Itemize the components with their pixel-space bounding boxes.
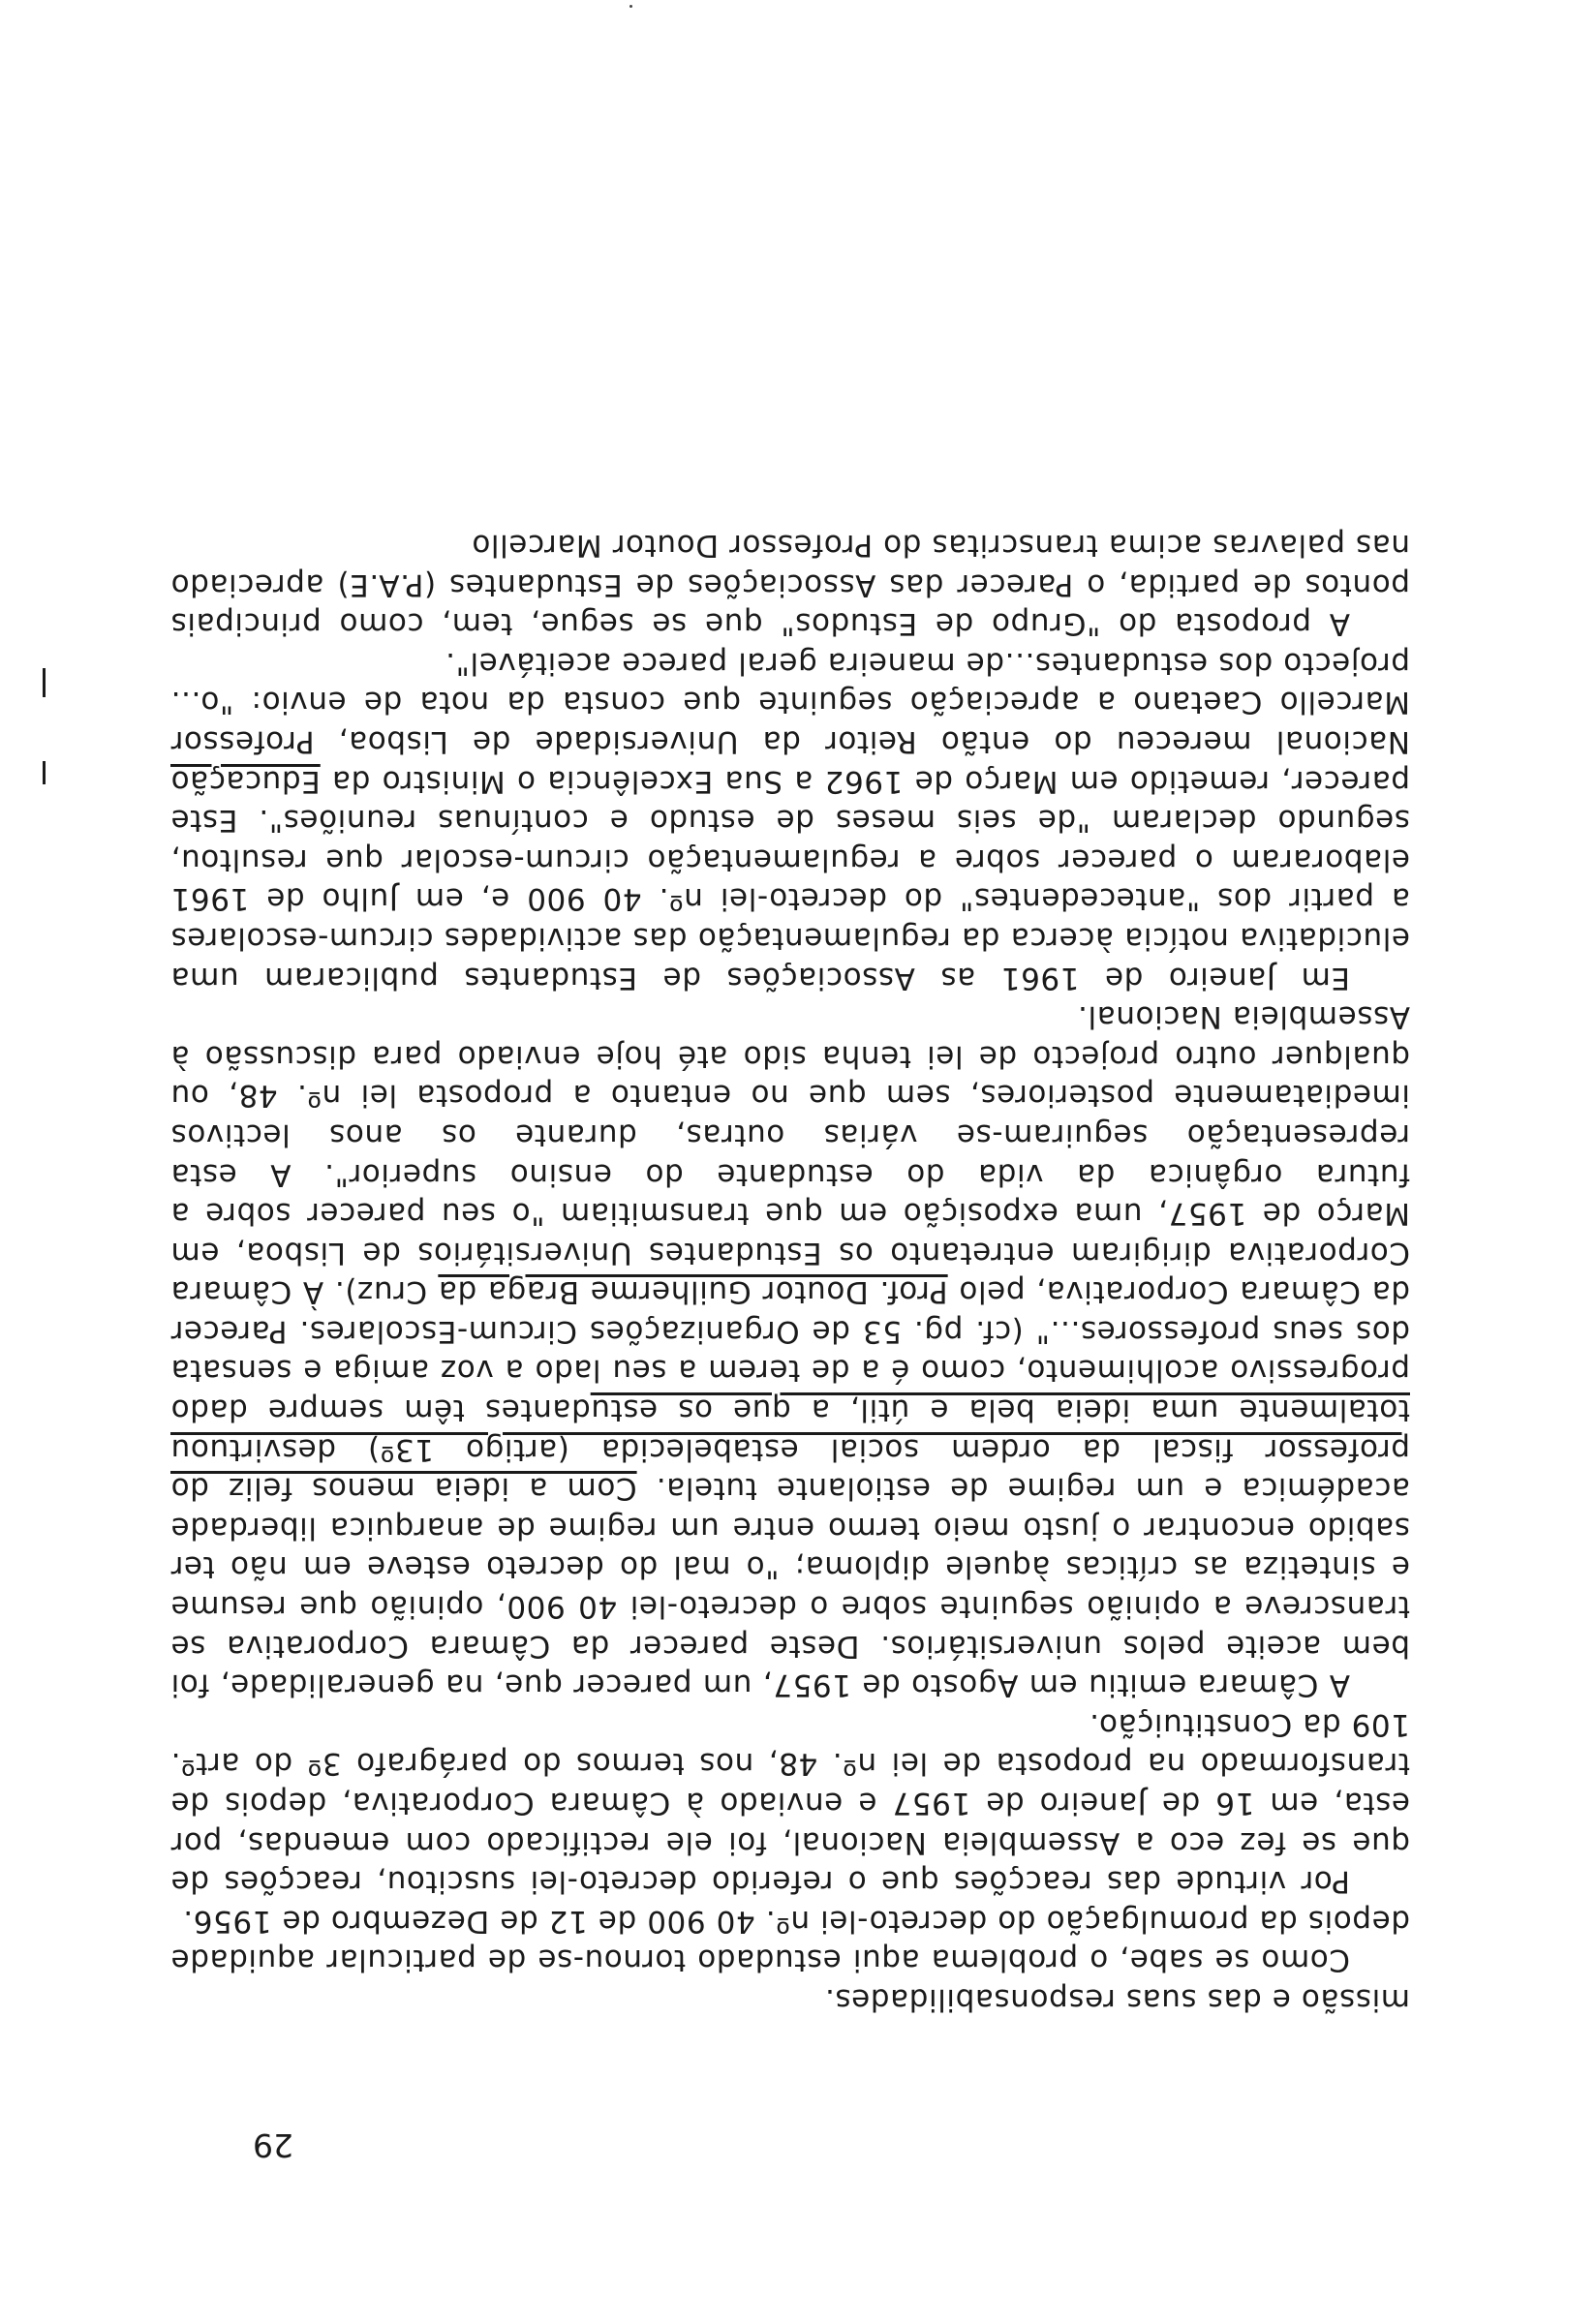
text-run: A Câmara emitiu em Agosto de 1957, um parecer que, na generalidade, foi bem aceite pelos universitários. Deste parecer da Câmara Corporativa se transcreve a opinião seguinte sobre o decreto-lei 40 900, opinião que resume e sintetiza as críticas àquele diploma; "o mal do decreto esteve em não ter sabido encontrar o justo meio termo entre um regime de anarquica liberdade académica e um regime de estiolante tutela. [170, 1471, 1410, 1703]
text-run: Nacional mereceu do então Reitor da Universidade de Lisboa, Professor Marcello Caetano a apreciação seguinte que consta da nota de envio: "o... projecto dos estudantes...de maneira geral parece aceitável". [170, 645, 1410, 759]
margin-mark [43, 668, 46, 697]
paragraph [170, 1704, 1410, 1901]
body-text [170, 525, 1410, 2019]
text-run: dantes têm sempre dado progressivo acolhimento, como é a de terem a seu lado a voz amiga e sensata dos seus professores..." (cf. pg. 53 de Organizações Circum-Escolares. Parecer da Câmara Corporativa, pelo [170, 1274, 1410, 1428]
paragraph [170, 1979, 1410, 2019]
paragraph [170, 997, 1410, 1705]
text-run: Por virtude das reacções que o referido decreto-lei suscitou, reacções de que se fez eco a Assembleia Nacional, foi ele rectificado com emendas, por esta, em 16 de Janeiro de 1957 e enviado à Câmara Corporativa, depois de transformado na proposta de lei nº. 48, nos termos do parágrafo 3º do artº. 109 da Constituição. [170, 1706, 1410, 1900]
paragraph [170, 525, 1410, 643]
paragraph [170, 1901, 1410, 1979]
text-run: A proposta do "Grupo de Estudos" que se segue, tem, como principais pontos de partida, o Parecer das Associações de Estudantes (P.A.E) apreciado nas palavras acima transcritas do Professor Doutor Marcello [170, 528, 1410, 642]
text-run: Em Janeiro de 1961 as Associações de Estudantes publicaram uma elucidativa notícia àcerca da regulamentação das actividades circum-escolares a partir dos "antecedentes" do decreto-lei nº. 40 900 e, em Julho de 1961 elaboraram o parecer sobre a regulamentação circum-escolar que resultou, segundo declaram "de seis meses de estudo e contínuas reuniões". Este parecer, remetido em Março de 1962 a Sua Excelência o Ministro da [170, 763, 1410, 995]
scan-speck [629, 5, 632, 8]
margin-mark [43, 761, 46, 784]
text-run: Cruz). À Câmara Corporativa dirigiram entretanto os Estudantes Universitários de Lisboa, em Março de 1957, uma exposição em que transmitiam "o seu parecer sobre a futura orgânica da vida do estudante do ensino superior". A esta representação seguiram-se várias outras, durante os anos lectivos imediatamente posteriores, sem que no entanto a proposta lei nº. 48, ou qualquer outro projecto de lei tenha sido até hoje enviado para discussão à Assembleia Nacional. [170, 999, 1410, 1310]
text-run: missão e das suas responsabilidades. [824, 1982, 1410, 2017]
underlined-text: Educação [170, 763, 321, 799]
underlined-text: Prof. Doutor Guilherme Braga da [438, 1274, 948, 1310]
paragraph [170, 643, 1410, 996]
text-run: Como se sabe, o problema aqui estudado tornou-se de particular aquidade depois da promulgação do decreto-lei nº. 40 900 de 12 de Dezembro de 1956. [170, 1903, 1410, 1978]
underlined-text: Com a ideia menos feliz do professor fiscal da ordem social estabelecida (artigo 13º) desvirtuou totalmente uma ideia bela e útil, a que os estu [170, 1392, 1410, 1507]
page-number: 29 [253, 2126, 293, 2164]
